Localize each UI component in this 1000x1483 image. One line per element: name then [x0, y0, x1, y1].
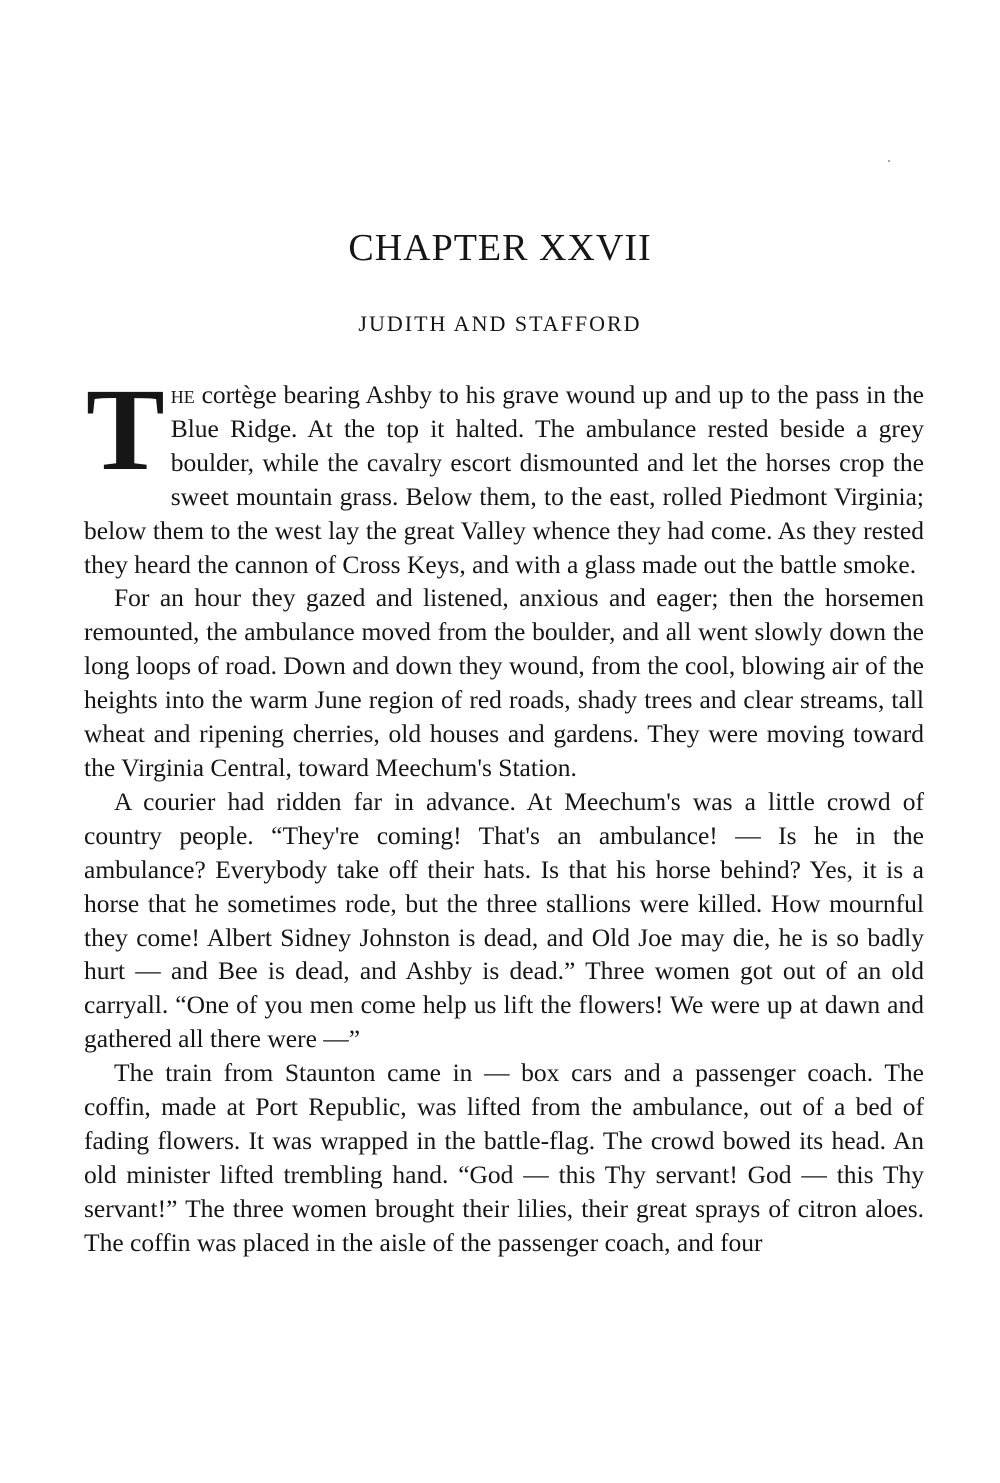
chapter-subtitle: JUDITH AND STAFFORD: [358, 311, 642, 336]
chapter-title: CHAPTER XXVII: [348, 227, 652, 269]
paragraph-4: The train from Staunton came in — box cars and a passenger coach. The coffin, made at Port Republic, was lifted from the ambulance, out of a bed of fading flowers. It was wrapped in the battle-flag. The crowd bowed its head. An old minister lifted trembling hand. “God — this Thy servant! God — this Thy servant!” The three women brought their lilies, their great sprays of citron aloes. The coffin was placed in the aisle of the passenger coach, and four: [84, 1058, 924, 1257]
paragraph-2: For an hour they gazed and listened, anxious and eager; then the horsemen remounted, the ambulance moved from the boulder, and all went slowly down the long loops of road. Down and down they wound, from the cool, blowing air of the heights into the warm June region of red roads, shady trees and clear streams, tall wheat and ripening cherries, old houses and gardens. They were moving toward the Virginia Central, toward Meechum's Station.: [84, 583, 924, 782]
body-text: [84, 364, 924, 1260]
page-speck: [888, 160, 890, 162]
paragraph-3: A courier had ridden far in advance. At Meechum's was a little crowd of country people. “They're coming! That's an ambulance! — Is he in the ambulance? Everybody take off their hats. Is that his horse behind? Yes, it is a horse that he sometimes rode, but the three stallions were killed. How mournful they come! Albert Sidney Johnston is dead, and Old Joe may die, he is so badly hurt — and Bee is dead, and Ashby is dead.” Three women got out of an old carryall. “One of you men come help us lift the flowers! We were up at dawn and gathered all there were —”: [84, 786, 924, 1054]
paragraph-1: [84, 364, 924, 581]
paragraph-1-text: cortège bearing Ashby to his grave wound up and up to the pass in the Blue Ridge. At the top it halted. The ambulance rested beside a grey boulder, while the cavalry escort dismounted and let the horses crop the sweet mountain grass. Below them, to the east, rolled Piedmont Virginia; below them to the west lay the great Valley whence they had come. As they rested they heard the cannon of Cross Keys, and with a glass made out the battle smoke.: [84, 380, 924, 579]
opening-small-caps: he: [170, 380, 195, 409]
drop-cap: T: [86, 364, 165, 495]
